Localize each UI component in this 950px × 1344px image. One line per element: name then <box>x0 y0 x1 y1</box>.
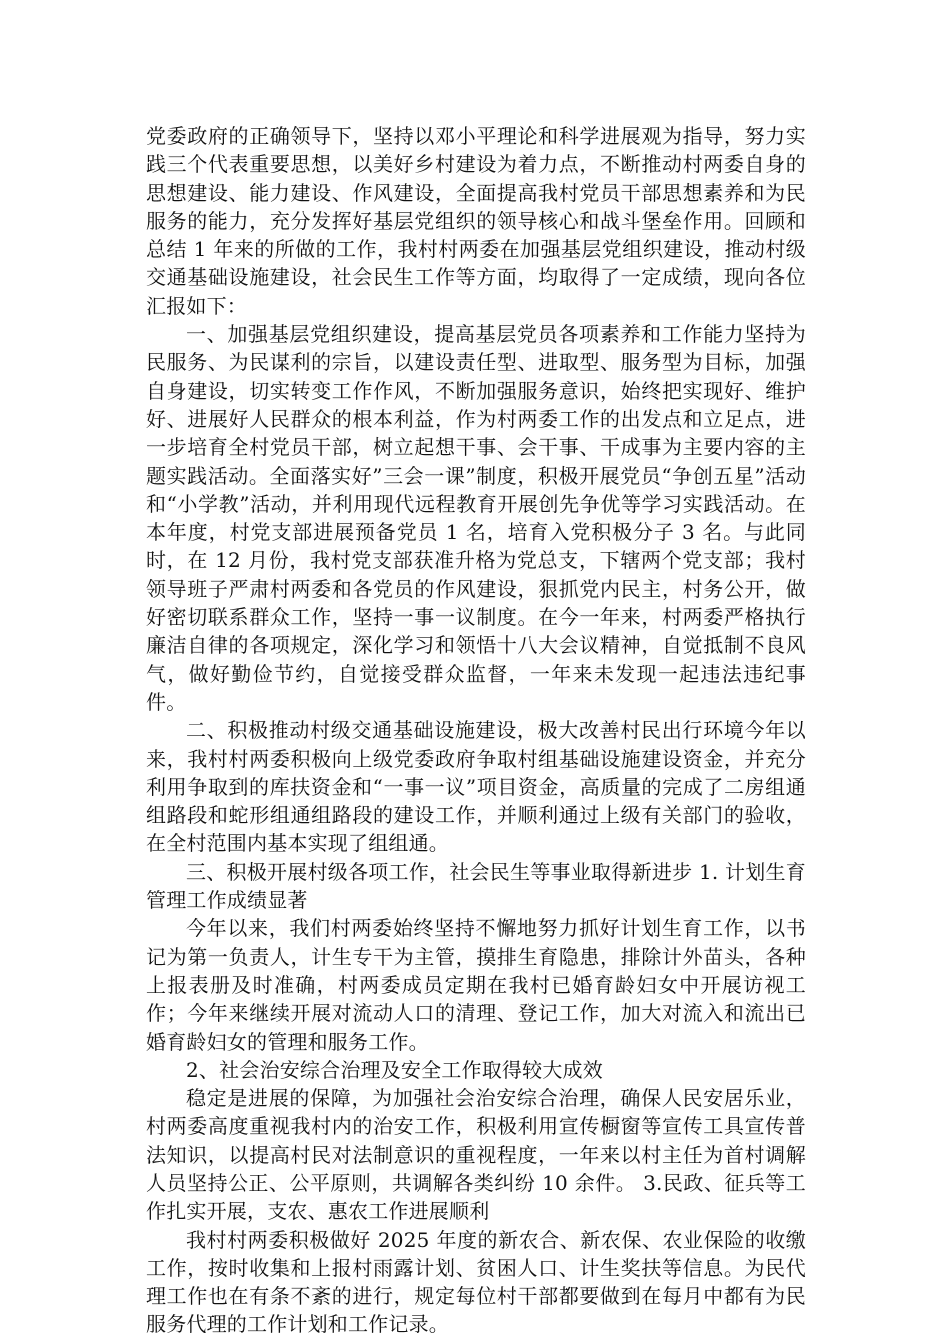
section-1-paragraph: 一、加强基层党组织建设，提高基层党员各项素养和工作能力坚持为民服务、为民谋利的宗旨，以建设责任型、进取型、服务型为目标，加强自身建设，切实转变工作作风，不断加强服务意识，始终把实现好、维护好、进展好人民群众的根本利益，作为村两委工作的出发点和立足点，进一步培育全村党员干部，树立起想干事、会干事、干成事为主要内容的主题实践活动。全面落实好”三会一课”制度，积极开展党员“争创五星”活动和“小学教”活动，并利用现代远程教育开展创先争优等学习实践活动。在本年度，村党支部进展预备党员 1 名，培育入党积极分子 3 名。与此同时，在 12 月份，我村党支部获准升格为党总支，下辖两个党支部；我村领导班子严肃村两委和各党员的作风建设，狠抓党内民主，村务公开，做好密切联系群众工作，坚持一事一议制度。在今一年来，村两委严格执行廉洁自律的各项规定，深化学习和领悟十八大会议精神，自觉抵制不良风气，做好勤俭节约，自觉接受群众监督，一年来未发现一起违法违纪事件。 <box>146 322 806 714</box>
section-2-paragraph: 二、积极推动村级交通基础设施建设，极大改善村民出行环境今年以来，我村村两委积极向上级党委政府争取村组基础设施建设资金，并充分利用争取到的库扶资金和“一事一议”项目资金，高质量的完成了二房组通组路段和蛇形组通组路段的建设工作，并顺利通过上级有关部门的验收，在全村范围内基本实现了组组通。 <box>146 718 806 856</box>
section-3-heading: 三、积极开展村级各项工作，社会民生等事业取得新进步 1. 计划生育管理工作成绩显著 <box>146 859 806 913</box>
public-security-heading: 2、社会治安综合治理及安全工作取得较大成效 <box>186 1057 603 1082</box>
public-security-paragraph: 稳定是进展的保障，为加强社会治安综合治理，确保人民安居乐业，村两委高度重视我村内的治安工作，积极利用宣传橱窗等宣传工具宣传普法知识，以提高村民对法制意识的重视程度，一年来以村主任为首村调解人员坚持公正、公平原则，共调解各类纠纷 10 余件。 3.民政、征兵等工作扎实开展，支农、惠农工作进展顺利 <box>146 1086 806 1224</box>
civil-affairs-paragraph: 我村村两委积极做好 2025 年度的新农合、新农保、农业保险的收缴工作，按时收集和上报村雨露计划、贫困人口、计生奖扶等信息。为民代理工作也在有条不紊的进行，规定每位村干部都要做到在每月中都有为民服务代理的工作计划和工作记录。 <box>146 1227 806 1337</box>
family-planning-paragraph: 今年以来，我们村两委始终坚持不懈地努力抓好计划生育工作，以书记为第一负责人，计生专干为主管，摸排生育隐患，排除计外苗头，各种上报表册及时准确，村两委成员定期在我村已婚育龄妇女中开展访视工作；今年来继续开展对流动人口的清理、登记工作，加大对流入和流出已婚育龄妇女的管理和服务工作。 <box>146 916 806 1054</box>
intro-paragraph: 党委政府的正确领导下，坚持以邓小平理论和科学进展观为指导，努力实践三个代表重要思想，以美好乡村建设为着力点，不断推动村两委自身的思想建设、能力建设、作风建设，全面提高我村党员干部思想素养和为民服务的能力，充分发挥好基层党组织的领导核心和战斗堡垒作用。回顾和总结 1 年来的所做的工作，我村村两委在加强基层党组织建设，推动村级交通基础设施建设，社会民生工作等方面，均取得了一定成绩，现向各位汇报如下： <box>146 124 806 318</box>
document-body <box>146 122 806 1339</box>
